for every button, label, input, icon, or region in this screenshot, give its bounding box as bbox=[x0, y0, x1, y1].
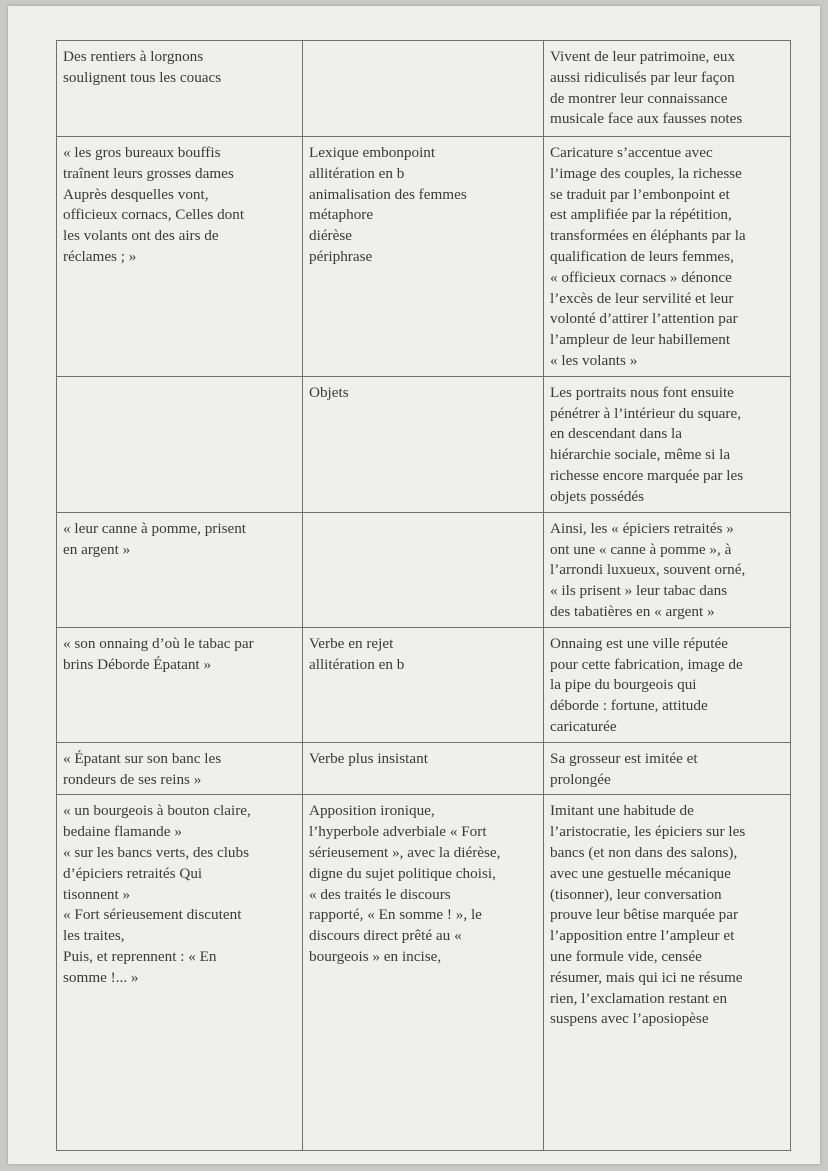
document-page bbox=[8, 6, 820, 1164]
analysis-cell: Ainsi, les « épiciers retraités » ont une « canne à pomme », à l’arrondi luxueux, souvent orné, « ils prisent » leur tabac dans des tabatières en « argent » bbox=[544, 512, 791, 627]
quote-cell: « Épatant sur son banc les rondeurs de ses reins » bbox=[57, 742, 303, 795]
analysis-cell: Onnaing est une ville réputée pour cette fabrication, image de la pipe du bourgeois qui déborde : fortune, attitude caricaturée bbox=[544, 627, 791, 742]
analysis-table bbox=[56, 40, 791, 1151]
quote-cell: « son onnaing d’où le tabac par brins Déborde Épatant » bbox=[57, 627, 303, 742]
technique-cell: Lexique embonpoint allitération en b animalisation des femmes métaphore diérèse périphrase bbox=[303, 137, 544, 377]
table-row bbox=[57, 795, 791, 1151]
table-row bbox=[57, 41, 791, 137]
technique-cell: Verbe en rejet allitération en b bbox=[303, 627, 544, 742]
quote-cell: « leur canne à pomme, prisent en argent » bbox=[57, 512, 303, 627]
table-row bbox=[57, 742, 791, 795]
technique-cell bbox=[303, 512, 544, 627]
table-row bbox=[57, 512, 791, 627]
analysis-cell: Les portraits nous font ensuite pénétrer à l’intérieur du square, en descendant dans la hiérarchie sociale, même si la richesse encore marquée par les objets possédés bbox=[544, 376, 791, 512]
quote-cell: Des rentiers à lorgnons soulignent tous les couacs bbox=[57, 41, 303, 137]
analysis-cell: Caricature s’accentue avec l’image des couples, la richesse se traduit par l’embonpoint et est amplifiée par la répétition, transformées en éléphants par la qualification de leurs femmes, « officieux cornacs » dénonce l’excès de leur servilité et leur volonté d’attirer l’attention par l’ampleur de leur habillement « les volants » bbox=[544, 137, 791, 377]
table-row bbox=[57, 376, 791, 512]
quote-cell: « un bourgeois à bouton claire, bedaine flamande » « sur les bancs verts, des clubs d’épiciers retraités Qui tisonnent » « Fort sérieusement discutent les traites, Puis, et reprennent : « En somme !... » bbox=[57, 795, 303, 1151]
analysis-cell: Sa grosseur est imitée et prolongée bbox=[544, 742, 791, 795]
table-row bbox=[57, 627, 791, 742]
technique-cell bbox=[303, 41, 544, 137]
analysis-cell: Imitant une habitude de l’aristocratie, les épiciers sur les bancs (et non dans des salons), avec une gestuelle mécanique (tisonner), leur conversation prouve leur bêtise marquée par l’apposition entre l’ampleur et une formule vide, censée résumer, mais qui ici ne résume rien, l’exclamation restant en suspens avec l’aposiopèse bbox=[544, 795, 791, 1151]
technique-cell: Objets bbox=[303, 376, 544, 512]
quote-cell: « les gros bureaux bouffis traînent leurs grosses dames Auprès desquelles vont, officieux cornacs, Celles dont les volants ont des airs de réclames ; » bbox=[57, 137, 303, 377]
analysis-cell: Vivent de leur patrimoine, eux aussi ridiculisés par leur façon de montrer leur connaissance musicale face aux fausses notes bbox=[544, 41, 791, 137]
technique-cell: Verbe plus insistant bbox=[303, 742, 544, 795]
quote-cell bbox=[57, 376, 303, 512]
table-row bbox=[57, 137, 791, 377]
technique-cell: Apposition ironique, l’hyperbole adverbiale « Fort sérieusement », avec la diérèse, digne du sujet politique choisi, « des traités le discours rapporté, « En somme ! », le discours direct prêté au « bourgeois » en incise, bbox=[303, 795, 544, 1151]
